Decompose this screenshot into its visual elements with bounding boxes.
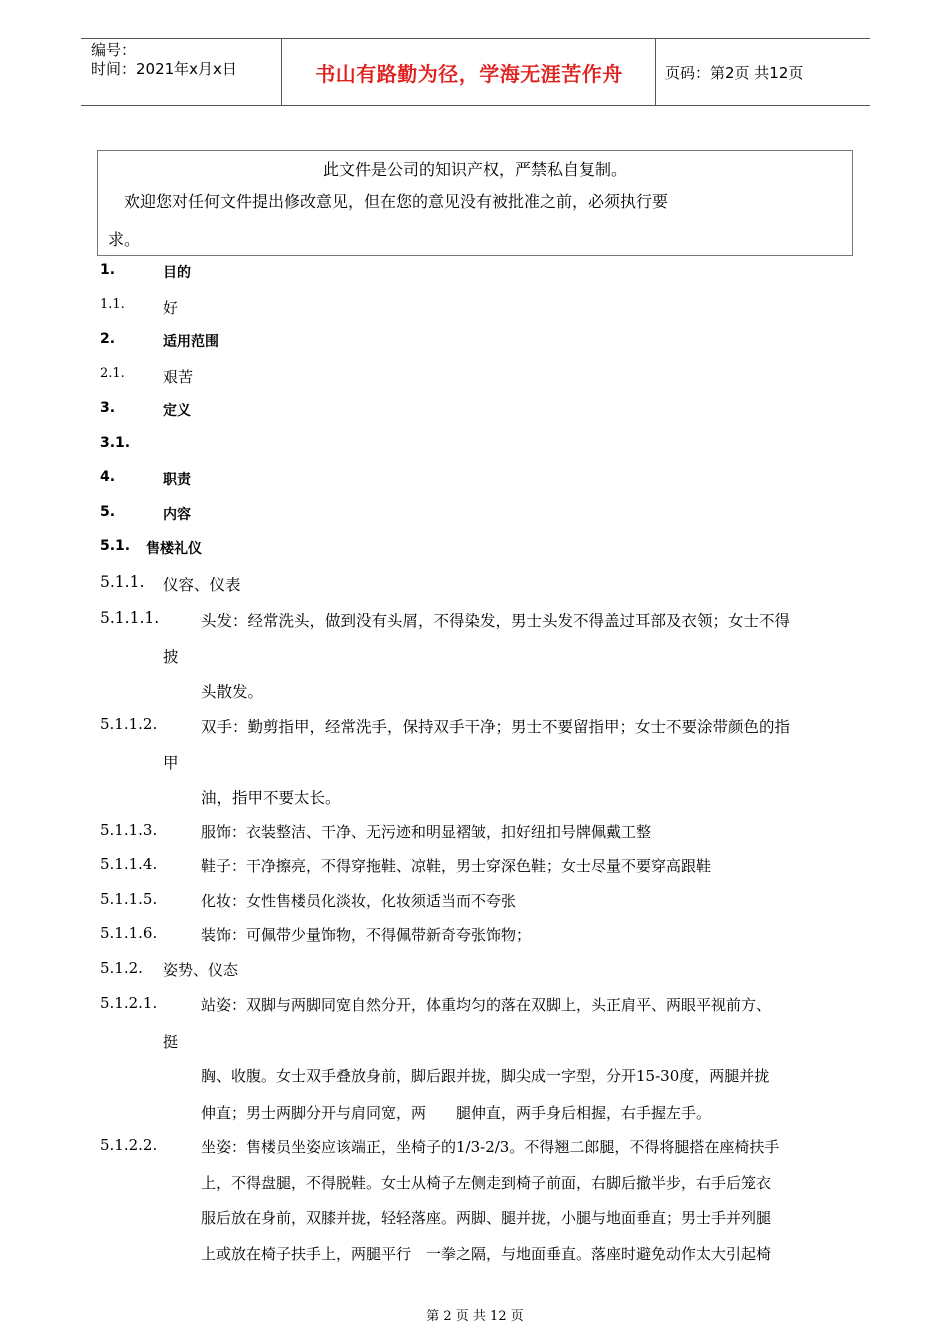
notice-line: 此文件是公司的知识产权，严禁私自复制。: [322, 160, 627, 179]
header-divider: [655, 39, 656, 105]
clause-text: 服后放在身前，双膝并拢，轻轻落座。两脚、腿并拢，小腿与地面垂直；男士手并列腿: [201, 1209, 772, 1227]
notice-line: 欢迎您对任何文件提出修改意见，但在您的意见没有被批准之前，必须执行要: [124, 192, 669, 211]
clause-text: 油，指甲不要太长。: [201, 789, 341, 807]
clause-text: 坐姿：售楼员坐姿应该端正，坐椅子的1/3-2/3。不得翘二郎腿，不得将腿搭在座椅扶手: [201, 1138, 780, 1156]
clause-text: 披: [163, 648, 179, 666]
notice-line: 求。: [108, 230, 141, 249]
clause-text: 伸直；男士两脚分开与肩同宽，两 腿伸直，两手身后相握，右手握左手。: [201, 1104, 712, 1122]
header-page-info: 页码：第2页 共12页: [665, 63, 804, 82]
clause-text: 挺: [163, 1033, 179, 1051]
section-number: 3.1.: [100, 435, 131, 451]
clause-text: 装饰：可佩带少量饰物，不得佩带新奇夸张饰物；: [201, 926, 532, 944]
header-number-label: 编号：: [91, 41, 137, 59]
header-meta: [91, 41, 237, 79]
clause-text: 头发：经常洗头，做到没有头屑，不得染发，男士头发不得盖过耳部及衣领；女士不得: [201, 612, 791, 630]
header-motto: 书山有路勤为径，学海无涯苦作舟: [315, 61, 623, 86]
header-divider: [281, 39, 282, 105]
section-number: 2.: [100, 331, 116, 347]
clause-text: 化妆：女性售楼员化淡妆，化妆须适当而不夸张: [201, 892, 517, 910]
section-title: 售楼礼仪: [146, 541, 202, 557]
document-header: [81, 38, 870, 106]
clause-number: 5.1.1.5.: [100, 890, 158, 908]
clause-text: 上或放在椅子扶手上，两腿平行 一拳之隔，与地面垂直。落座时避免动作太大引起椅: [201, 1245, 772, 1263]
clause-text: 鞋子：干净擦亮，不得穿拖鞋、凉鞋，男士穿深色鞋；女士尽量不要穿高跟鞋: [201, 857, 712, 875]
clause-text: 甲: [163, 754, 179, 772]
section-number: 1.: [100, 262, 116, 278]
section-number: 5.1.2.: [100, 959, 143, 977]
page-footer: 第 2 页 共 12 页: [426, 1309, 524, 1324]
clause-text: 双手：勤剪指甲，经常洗手，保持双手干净；男士不要留指甲；女士不要涂带颜色的指: [201, 718, 791, 736]
section-number: 5.1.: [100, 538, 131, 554]
clause-text: 服饰：衣装整洁、干净、无污迹和明显褶皱，扣好纽扣号牌佩戴工整: [201, 823, 652, 841]
section-number: 1.1.: [100, 297, 125, 312]
section-title: 职责: [163, 472, 191, 488]
header-date: 时间：2021年x月x日: [91, 60, 237, 78]
clause-number: 5.1.1.3.: [100, 821, 158, 839]
section-text: 仪容、仪表: [163, 576, 241, 594]
section-title: 目的: [163, 265, 191, 281]
section-number: 2.1.: [100, 366, 125, 381]
clause-number: 5.1.2.1.: [100, 994, 158, 1012]
clause-number: 5.1.1.6.: [100, 924, 158, 942]
section-text: 好: [163, 299, 179, 317]
clause-text: 站姿：双脚与两脚同宽自然分开，体重均匀的落在双脚上，头正肩平、两眼平视前方、: [201, 996, 772, 1014]
section-title: 定义: [163, 403, 191, 419]
clause-number: 5.1.1.1.: [100, 609, 160, 627]
section-title: 内容: [163, 507, 191, 523]
section-number: 5.: [100, 504, 116, 520]
section-text: 艰苦: [163, 368, 194, 386]
clause-number: 5.1.1.4.: [100, 855, 158, 873]
copyright-notice-box: [97, 150, 853, 256]
section-text: 姿势、仪态: [163, 961, 239, 979]
clause-text: 胸、收腹。女士双手叠放身前，脚后跟并拢，脚尖成一字型，分开15-30度，两腿并拢: [201, 1067, 770, 1085]
section-number: 5.1.1.: [100, 573, 145, 591]
clause-text: 头散发。: [201, 683, 264, 701]
clause-number: 5.1.2.2.: [100, 1136, 158, 1154]
section-title: 适用范围: [163, 334, 219, 350]
clause-text: 上，不得盘腿，不得脱鞋。女士从椅子左侧走到椅子前面，右脚后撤半步，右手后笼衣: [201, 1174, 772, 1192]
clause-number: 5.1.1.2.: [100, 715, 158, 733]
section-number: 3.: [100, 400, 116, 416]
section-number: 4.: [100, 469, 116, 485]
